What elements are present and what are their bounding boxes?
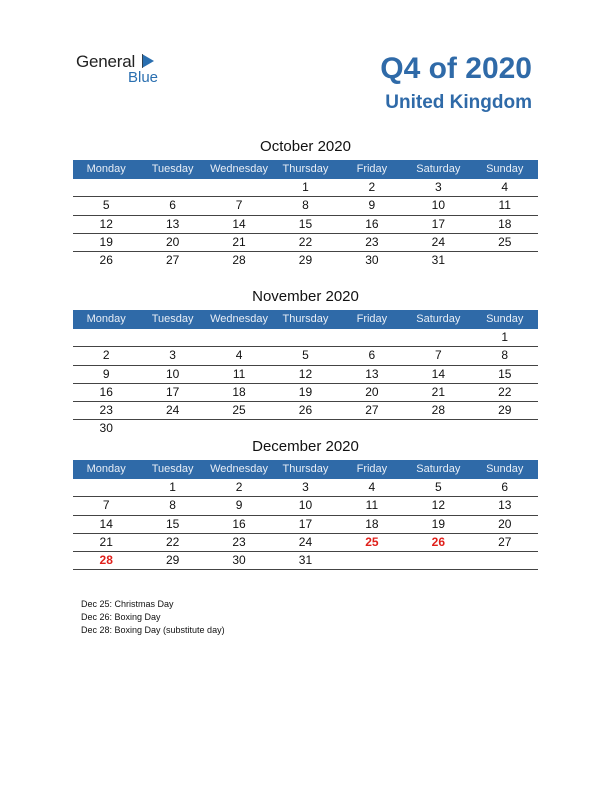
week-row xyxy=(73,420,538,437)
week-row xyxy=(73,552,538,570)
day-cell: 14 xyxy=(99,516,113,531)
day-cell: 19 xyxy=(99,234,113,249)
day-cell: 19 xyxy=(431,516,445,531)
day-cell xyxy=(206,329,272,346)
logo-general-text: General xyxy=(76,52,136,71)
day-cell: 10 xyxy=(165,366,180,381)
day-cell xyxy=(472,420,538,437)
day-cell: 18 xyxy=(232,384,246,399)
day-cell: 31 xyxy=(298,553,313,568)
day-cell: 11 xyxy=(498,198,511,213)
week-row xyxy=(73,216,538,234)
month-october xyxy=(73,137,538,269)
month-november xyxy=(73,287,538,438)
day-cell: 20 xyxy=(165,234,180,249)
day-cell xyxy=(472,552,538,569)
day-cell: 24 xyxy=(431,234,445,249)
day-cell: 7 xyxy=(102,498,110,513)
day-cell: 26 xyxy=(298,403,313,418)
day-cell: 29 xyxy=(165,553,180,568)
holiday-note: Dec 28: Boxing Day (substitute day) xyxy=(81,625,225,635)
day-cell: 28 xyxy=(431,403,445,418)
day-cell: 1 xyxy=(302,180,309,194)
weekday-header: Monday xyxy=(86,313,126,325)
month-december xyxy=(73,437,538,570)
day-cell: 12 xyxy=(298,366,313,381)
day-cell: 20 xyxy=(365,384,379,399)
month-title: November 2020 xyxy=(252,288,359,305)
day-cell xyxy=(272,329,338,346)
day-cell: 18 xyxy=(365,516,379,531)
day-cell xyxy=(73,329,139,346)
weekday-header: Saturday xyxy=(416,163,461,175)
weekday-header: Saturday xyxy=(416,313,461,325)
day-cell: 8 xyxy=(169,498,176,513)
day-cell: 24 xyxy=(165,403,180,418)
day-cell: 19 xyxy=(298,384,313,399)
day-cell: 10 xyxy=(431,198,445,213)
weekday-header: Sunday xyxy=(486,313,524,325)
month-title: October 2020 xyxy=(260,138,351,155)
logo-blue-text: Blue xyxy=(128,69,159,86)
day-cell: 6 xyxy=(501,480,509,494)
day-cell: 20 xyxy=(498,516,512,531)
week-row xyxy=(73,252,538,269)
weekday-header: Friday xyxy=(356,463,388,475)
day-cell: 22 xyxy=(298,234,313,249)
week-row xyxy=(73,179,538,197)
day-cell: 4 xyxy=(368,480,376,494)
day-cell xyxy=(339,329,405,346)
day-cell: 12 xyxy=(99,216,113,231)
week-row xyxy=(73,329,538,347)
day-cell: 7 xyxy=(434,348,442,363)
day-cell: 11 xyxy=(365,498,379,513)
weekday-header: Thursday xyxy=(282,313,329,325)
weekday-header: Tuesday xyxy=(151,313,194,325)
day-cell: 25 xyxy=(232,403,246,418)
day-cell: 16 xyxy=(365,216,379,231)
logo xyxy=(76,52,176,88)
day-cell: 15 xyxy=(165,516,180,531)
day-cell: 9 xyxy=(102,366,110,381)
day-cell xyxy=(206,420,272,437)
weekday-header: Wednesday xyxy=(210,463,268,475)
day-cell xyxy=(405,420,471,437)
day-cell: 17 xyxy=(298,516,313,531)
day-cell: 13 xyxy=(365,366,379,381)
week-row xyxy=(73,234,538,252)
day-cell: 5 xyxy=(434,480,442,494)
day-cell: 21 xyxy=(99,534,113,549)
day-cell xyxy=(339,552,405,569)
day-cell: 2 xyxy=(102,348,110,363)
day-cell: 9 xyxy=(368,198,376,213)
week-row xyxy=(73,534,538,552)
day-cell: 27 xyxy=(365,403,379,418)
day-cell: 1 xyxy=(501,330,509,344)
day-cell: 11 xyxy=(232,366,246,381)
weekday-header: Monday xyxy=(86,463,126,475)
logo-flag-icon xyxy=(142,54,154,68)
weekday-header: Sunday xyxy=(486,463,524,475)
week-row xyxy=(73,516,538,534)
day-cell: 30 xyxy=(365,253,379,268)
weekday-header: Wednesday xyxy=(210,163,268,175)
page-title: Q4 of 2020 xyxy=(380,52,532,85)
day-cell: 5 xyxy=(102,198,110,213)
weekday-header: Friday xyxy=(356,163,388,175)
day-cell: 17 xyxy=(165,384,180,399)
day-cell: 4 xyxy=(235,348,243,363)
day-cell xyxy=(405,552,471,569)
week-row xyxy=(73,384,538,402)
day-cell: 6 xyxy=(368,348,376,363)
weekday-header-row xyxy=(73,310,538,329)
day-cell: 30 xyxy=(99,421,113,436)
country-subtitle: United Kingdom xyxy=(385,92,532,113)
weekday-header-row xyxy=(73,460,538,479)
day-cell: 26 xyxy=(99,253,113,268)
day-cell: 8 xyxy=(302,198,309,213)
week-row xyxy=(73,197,538,215)
day-cell xyxy=(339,420,405,437)
month-title: December 2020 xyxy=(252,438,359,455)
day-cell: 22 xyxy=(165,534,180,549)
weekday-header: Tuesday xyxy=(151,463,194,475)
day-cell: 23 xyxy=(99,403,113,418)
weekday-header: Thursday xyxy=(282,163,329,175)
weekday-header: Saturday xyxy=(416,463,461,475)
day-cell xyxy=(73,479,139,496)
day-cell: 15 xyxy=(298,216,313,231)
weekday-header: Tuesday xyxy=(151,163,194,175)
day-cell xyxy=(405,329,471,346)
day-cell xyxy=(206,179,272,196)
day-cell: 3 xyxy=(169,348,176,363)
day-cell: 15 xyxy=(498,366,512,381)
day-cell xyxy=(139,329,205,346)
holiday-notes xyxy=(81,598,225,637)
day-cell: 22 xyxy=(498,384,512,399)
day-cell: 28 xyxy=(99,553,113,568)
day-cell: 23 xyxy=(365,234,379,249)
week-row xyxy=(73,479,538,497)
weekday-header: Monday xyxy=(86,163,126,175)
day-cell: 7 xyxy=(235,198,243,213)
day-cell: 23 xyxy=(232,534,246,549)
day-cell: 25 xyxy=(498,234,512,249)
day-cell: 5 xyxy=(302,348,309,363)
weekday-header: Sunday xyxy=(486,163,524,175)
day-cell: 27 xyxy=(498,534,512,549)
day-cell: 2 xyxy=(368,180,376,194)
day-cell xyxy=(139,420,205,437)
day-cell: 29 xyxy=(498,403,512,418)
weekday-header: Friday xyxy=(356,313,388,325)
day-cell: 3 xyxy=(302,480,309,494)
day-cell: 9 xyxy=(235,498,243,513)
day-cell: 4 xyxy=(501,180,509,194)
weekday-header-row xyxy=(73,160,538,179)
day-cell: 21 xyxy=(232,234,246,249)
day-cell: 8 xyxy=(501,348,509,363)
day-cell: 21 xyxy=(431,384,445,399)
day-cell: 2 xyxy=(235,480,243,494)
holiday-note: Dec 26: Boxing Day xyxy=(81,612,161,622)
week-row xyxy=(73,366,538,384)
day-cell xyxy=(472,252,538,269)
day-cell: 24 xyxy=(298,534,313,549)
day-cell: 18 xyxy=(498,216,512,231)
day-cell: 1 xyxy=(169,480,176,494)
week-row xyxy=(73,497,538,515)
day-cell: 14 xyxy=(431,366,445,381)
day-cell: 10 xyxy=(298,498,313,513)
day-cell: 14 xyxy=(232,216,246,231)
day-cell: 27 xyxy=(165,253,180,268)
day-cell xyxy=(73,179,139,196)
week-row xyxy=(73,402,538,420)
day-cell xyxy=(272,420,338,437)
day-cell xyxy=(139,179,205,196)
day-cell: 31 xyxy=(431,253,445,268)
day-cell: 6 xyxy=(169,198,176,213)
weekday-header: Thursday xyxy=(282,463,329,475)
day-cell: 16 xyxy=(232,516,246,531)
week-row xyxy=(73,347,538,365)
day-cell: 13 xyxy=(165,216,180,231)
day-cell: 13 xyxy=(498,498,512,513)
day-cell: 30 xyxy=(232,553,246,568)
weekday-header: Wednesday xyxy=(210,313,268,325)
day-cell: 28 xyxy=(232,253,246,268)
day-cell: 26 xyxy=(431,534,445,549)
day-cell: 16 xyxy=(99,384,113,399)
day-cell: 3 xyxy=(434,180,442,194)
day-cell: 17 xyxy=(431,216,445,231)
holiday-note: Dec 25: Christmas Day xyxy=(81,599,174,609)
day-cell: 25 xyxy=(365,534,379,549)
day-cell: 12 xyxy=(431,498,445,513)
day-cell: 29 xyxy=(298,253,313,268)
